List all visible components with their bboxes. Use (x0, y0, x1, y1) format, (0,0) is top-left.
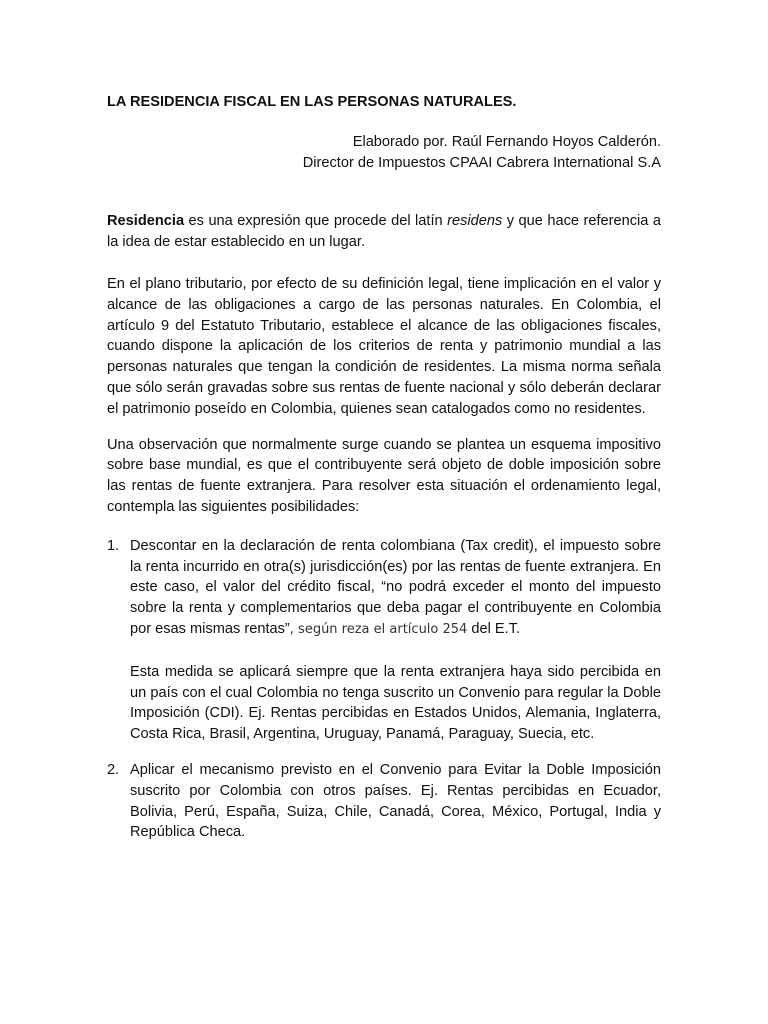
list-item-text: Aplicar el mecanismo previsto en el Convenio para Evitar la Doble Imposición suscrito por Colombia con otros países. Ej. Rentas percibidas en Ecuador, Bolivia, Perú, España, Suiza, Chile, Canadá, Corea, México, Portugal, India y República Checa. (130, 761, 661, 841)
definition-text-before: es una expresión que procede del latín (184, 213, 448, 230)
latin-word: residens (447, 213, 503, 230)
list-item-number: 1. (107, 537, 120, 554)
document-body (107, 92, 661, 843)
list-item-main-text: Descontar en la declaración de renta colombiana (Tax credit), el impuesto sobre la renta incurrido en otra(s) jurisdicción(es) por las rentas de fuente extranjera. En este caso, el valor del crédito fiscal, “no podrá exceder el monto del impuesto sobre la renta y complementarios que deba pagar el contribuyente en Colombia por esas mismas rentas” (130, 537, 661, 637)
list-item-text (130, 536, 661, 641)
article-reference: , según reza el artículo 254 (289, 621, 468, 637)
definition-text-after: y que hace referencia a la idea de estar establecido en un lugar. (107, 213, 661, 251)
author-block (107, 132, 661, 174)
author-role-line: Director de Impuestos CPAAI Cabrera International S.A (302, 154, 661, 171)
document-title: LA RESIDENCIA FISCAL EN LAS PERSONAS NATURALES. (107, 94, 517, 110)
tax-plane-paragraph: En el plano tributario, por efecto de su definición legal, tiene implicación en el valor y alcance de las obligaciones a cargo de las personas naturales. En Colombia, el artículo 9 del Estatuto Tributario, establece el alcance de las obligaciones fiscales, cuando dispone la aplicación de los criterios de renta y patrimonio mundial a las personas naturales que tengan la condición de residentes. La misma norma señala que sólo serán gravadas sobre sus rentas de fuente nacional y sólo deberán declarar el patrimonio poseído en Colombia, quienes sean catalogados como no residentes. (107, 275, 661, 417)
definition-paragraph (107, 211, 661, 253)
observation-paragraph: Una observación que normalmente surge cuando se plantea un esquema impositivo sobre base mundial, es que el contribuyente será objeto de doble imposición sobre las rentas de fuente extranjera. Para resolver esta situación el ordenamiento legal, contempla las siguientes posibilidades: (107, 436, 661, 515)
list-item-note: Esta medida se aplicará siempre que la renta extranjera haya sido percibida en un país con el cual Colombia no tenga suscrito un Convenio para regular la Doble Imposición (CDI). Ej. Rentas percibidas en Estados Unidos, Alemania, Inglaterra, Costa Rica, Brasil, Argentina, Uruguay, Panamá, Paraguay, Suecia, etc. (130, 663, 661, 743)
list-item-end-text: del E.T. (467, 620, 521, 637)
definition-term: Residencia (107, 213, 185, 230)
author-name-line: Elaborado por. Raúl Fernando Hoyos Calderón. (352, 133, 661, 150)
list-item (107, 536, 661, 745)
list-item (107, 760, 661, 843)
list-item-number: 2. (107, 761, 120, 778)
options-list (107, 536, 661, 843)
